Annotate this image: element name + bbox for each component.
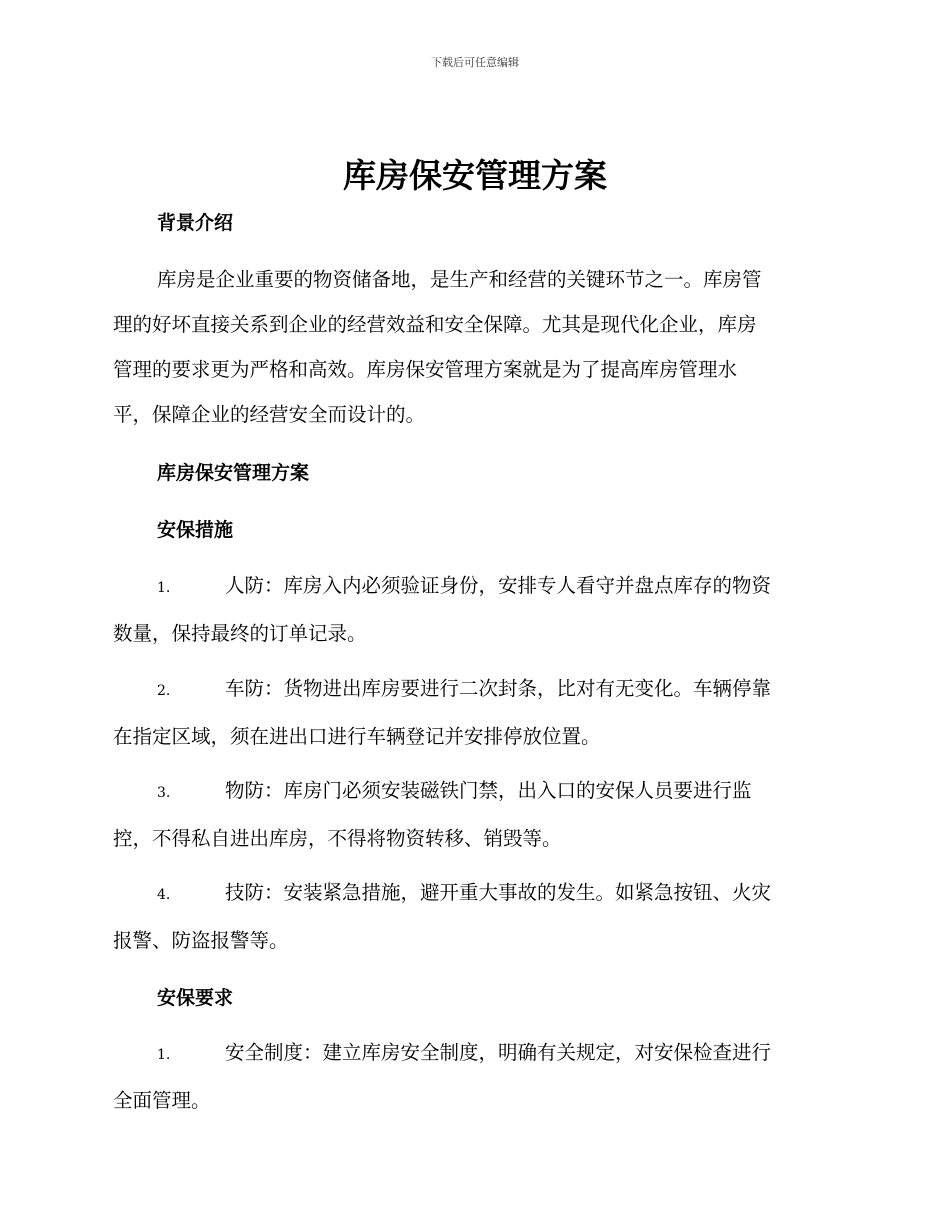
paragraph-line: 管理的要求更为严格和高效。库房保安管理方案就是为了提高库房管理水 xyxy=(113,358,738,381)
item-number: 3. xyxy=(157,785,171,801)
item-number: 2. xyxy=(157,683,171,699)
header-note: 下载后可任意编辑 xyxy=(431,56,519,69)
measure-item-2: 2. 车防：货物进出库房要进行二次封条，比对有无变化。车辆停靠 在指定区域，须在进出口进行车辆登记并安排停放位置。 xyxy=(113,666,833,759)
plan-heading: 库房保安管理方案 xyxy=(157,462,310,484)
measure-item-1: 1. 人防：库房入内必须验证身份，安排专人看守并盘点库存的物资 数量，保持最终的订单记录。 xyxy=(113,563,833,656)
requirements-heading: 安保要求 xyxy=(157,987,234,1009)
document-title: 库房保安管理方案 xyxy=(343,156,607,195)
item-number: 4. xyxy=(157,887,171,903)
measure-item-3: 3. 物防：库房门必须安装磁铁门禁，出入口的安保人员要进行监 控，不得私自进出库房，不得将物资转移、销毁等。 xyxy=(113,768,833,861)
background-heading: 背景介绍 xyxy=(157,212,234,234)
measure-item-4: 4. 技防：安装紧急措施，避开重大事故的发生。如紧急按钮、火灾 报警、防盗报警等。 xyxy=(113,870,833,963)
requirement-item-1: 1. 安全制度：建立库房安全制度，明确有关规定，对安保检查进行 全面管理。 xyxy=(113,1030,833,1123)
measures-heading: 安保措施 xyxy=(157,519,234,541)
item-number: 1. xyxy=(157,1047,171,1063)
background-paragraph xyxy=(113,257,833,437)
paragraph-line: 库房是企业重要的物资储备地，是生产和经营的关键环节之一。库房管 xyxy=(157,268,762,291)
paragraph-line: 平，保障企业的经营安全而设计的。 xyxy=(113,403,426,426)
paragraph-line: 理的好坏直接关系到企业的经营效益和安全保障。尤其是现代化企业，库房 xyxy=(113,313,757,336)
item-number: 1. xyxy=(157,580,171,596)
